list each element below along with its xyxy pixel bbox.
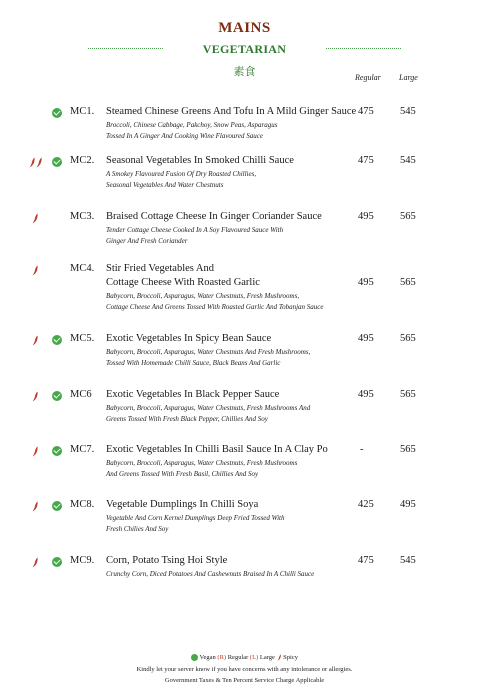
item-description: A Smokey Flavoured Fusion Of Dry Roasted Chillies, — [106, 170, 257, 178]
item-description: Tossed With Homemade Chilli Sauce, Black Beans And Garlic — [106, 359, 281, 367]
item-name: Stir Fried Vegetables And — [106, 263, 215, 274]
vegan-icon — [52, 446, 62, 456]
price-regular: 475 — [358, 106, 374, 117]
vegan-icon — [52, 501, 62, 511]
vegan-icon — [52, 108, 62, 118]
allergy-note: Kindly let your server know if you have concerns with any intolerance or allergies. — [136, 666, 353, 673]
price-regular: 475 — [358, 555, 374, 566]
item-code: MC1. — [70, 106, 95, 117]
chilli-icon — [32, 557, 39, 568]
chilli-icon — [32, 391, 39, 402]
price-large: 565 — [400, 444, 416, 455]
price-large: 565 — [400, 333, 416, 344]
section-subtitle: VEGETARIAN — [202, 42, 287, 56]
vegan-icon — [52, 157, 62, 167]
item-description: Crunchy Corn, Diced Potatoes And Cashewnuts Braised In A Chilli Sauce — [106, 570, 315, 578]
item-description: Vegetable And Corn Kernel Dumplings Deep Fried Tossed With — [106, 514, 285, 522]
legend-large: Large — [259, 654, 275, 661]
item-description: And Greens Tossed With Fresh Basil, Chillies And Soy — [106, 470, 259, 478]
item-code: MC9. — [70, 555, 95, 566]
item-code: MC8. — [70, 499, 95, 510]
item-code: MC4. — [70, 263, 95, 274]
item-description: Babycorn, Broccoli, Asparagus, Water Chestnuts And Fresh Mushrooms, — [106, 348, 311, 356]
legend-regular: Regular — [227, 654, 249, 661]
item-description: Babycorn, Broccoli, Asparagus, Water Chestnuts, Fresh Mushrooms, — [106, 292, 300, 300]
item-name: Vegetable Dumplings In Chilli Soya — [106, 499, 259, 510]
item-description: Cottage Cheese And Greens Tossed With Roasted Garlic And Tobanjan Sauce — [106, 303, 324, 311]
price-regular: 495 — [358, 389, 374, 400]
legend-large-mark: (L) — [249, 654, 259, 661]
item-name: Braised Cottage Cheese In Ginger Coriander Sauce — [106, 211, 322, 222]
price-large: 545 — [400, 155, 416, 166]
item-description: Babycorn, Broccoli, Asparagus, Water Chestnuts, Fresh Mushrooms — [106, 459, 298, 467]
item-code: MC2. — [70, 155, 95, 166]
column-header-large: Large — [399, 73, 418, 82]
chilli-icon — [32, 213, 39, 224]
item-name: Steamed Chinese Greens And Tofu In A Mild Ginger Sauce — [106, 106, 357, 117]
item-description: Tossed In A Ginger And Cooking Wine Flavoured Sauce — [106, 132, 263, 140]
price-regular: 425 — [358, 499, 374, 510]
price-regular: 495 — [358, 211, 374, 222]
menu-title: MAINS — [218, 20, 271, 36]
legend — [0, 654, 489, 661]
chilli-icon — [32, 446, 39, 457]
item-name: Exotic Vegetables In Black Pepper Sauce — [106, 389, 280, 400]
legend-regular-mark: (R) — [217, 654, 227, 661]
item-description: Ginger And Fresh Coriander — [106, 237, 188, 245]
price-regular: 495 — [358, 333, 374, 344]
item-description: Greens Tossed With Fresh Black Pepper, Chillies And Soy — [106, 415, 268, 423]
item-name: Exotic Vegetables In Spicy Bean Sauce — [106, 333, 272, 344]
item-code: MC3. — [70, 211, 95, 222]
chilli-icon — [32, 265, 39, 276]
item-name: Exotic Vegetables In Chilli Basil Sauce In A Clay Po — [106, 444, 328, 455]
item-description: Broccoli, Chinese Cabbage, Pakchoy, Snow Peas, Asparagus — [106, 121, 278, 129]
price-large: 565 — [400, 277, 416, 288]
vegan-icon — [52, 335, 62, 345]
vegan-icon — [52, 557, 62, 567]
chilli-icon — [32, 501, 39, 512]
chilli-icon — [32, 335, 39, 346]
column-header-regular: Regular — [355, 73, 381, 82]
price-large: 545 — [400, 555, 416, 566]
item-description: Tender Cottage Cheese Cooked In A Soy Flavoured Sauce With — [106, 226, 284, 234]
item-name-line2: Cottage Cheese With Roasted Garlic — [106, 277, 260, 288]
item-name: Corn, Potato Tsing Hoi Style — [106, 555, 228, 566]
chilli-icon — [29, 157, 36, 168]
price-regular: 495 — [358, 277, 374, 288]
price-large: 565 — [400, 211, 416, 222]
legend-vegan: Vegan — [199, 654, 216, 661]
tax-note: Government Taxes & Ten Percent Service Charge Applicable — [164, 677, 325, 684]
legend-spicy: Spicy — [283, 654, 298, 661]
item-code: MC7. — [70, 444, 95, 455]
item-name: Seasonal Vegetables In Smoked Chilli Sauce — [106, 155, 294, 166]
vegan-icon — [52, 391, 62, 401]
item-description: Seasonal Vegetables And Water Chestnuts — [106, 181, 224, 189]
item-code: MC5. — [70, 333, 95, 344]
right-divider — [326, 48, 401, 49]
item-code: MC6 — [70, 389, 92, 400]
price-regular: - — [360, 444, 364, 455]
price-large: 495 — [400, 499, 416, 510]
price-regular: 475 — [358, 155, 374, 166]
vegan-icon — [191, 654, 198, 661]
item-description: Babycorn, Broccoli, Asparagus, Water Chestnuts, Fresh Mushrooms And — [106, 404, 311, 412]
item-description: Fresh Chilies And Soy — [106, 525, 169, 533]
price-large: 565 — [400, 389, 416, 400]
chilli-icon — [277, 654, 282, 661]
chinese-title: 素食 — [233, 65, 256, 78]
price-large: 545 — [400, 106, 416, 117]
chilli-icon — [36, 157, 43, 168]
